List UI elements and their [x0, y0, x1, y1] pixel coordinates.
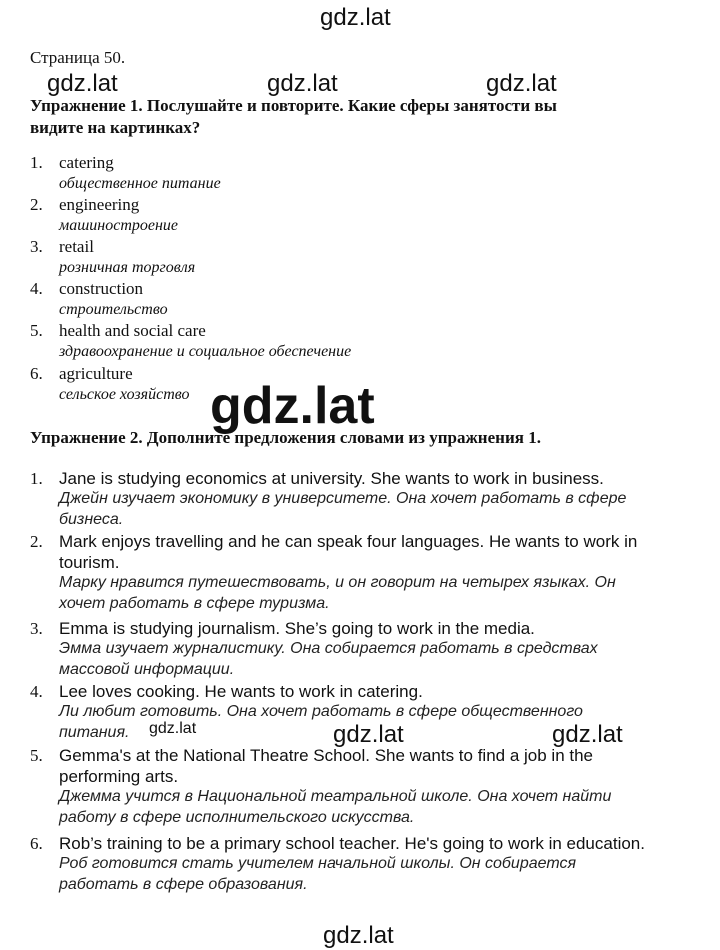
ex1-item-number: 4.	[30, 279, 43, 298]
ex1-item-number: 1.	[30, 153, 43, 172]
ex2-item-english-line: Lee loves cooking. He wants to work in catering.	[59, 682, 423, 701]
ex2-item-russian-line: массовой информации.	[59, 661, 235, 678]
ex1-item-russian: сельское хозяйство	[59, 386, 190, 403]
ex1-item-russian: здравоохранение и социальное обеспечение	[59, 343, 352, 360]
watermark-center: gdz.lat	[267, 70, 338, 97]
ex2-item-russian-line: бизнеса.	[59, 511, 124, 528]
ex2-item-russian-line: работать в сфере образования.	[59, 876, 308, 893]
watermark-mid-right: gdz.lat	[552, 721, 623, 748]
ex1-item-russian: строительство	[59, 301, 168, 318]
ex1-item-english: engineering	[59, 195, 140, 214]
ex1-item-russian: розничная торговля	[59, 259, 196, 276]
ex2-item-number: 5.	[30, 746, 43, 765]
exercise-1-title-line2: видите на картинках?	[30, 118, 201, 137]
watermark-bottom: gdz.lat	[323, 922, 394, 949]
ex2-item-russian-line: Джейн изучает экономику в университете. Она хочет работать в сфере	[59, 490, 627, 507]
exercise-2-title: Упражнение 2. Дополните предложения словами из упражнения 1.	[30, 428, 541, 447]
ex1-item-number: 2.	[30, 195, 43, 214]
ex2-item-russian-line: Роб готовится стать учителем начальной школы. Он собирается	[59, 855, 577, 872]
ex2-item-russian-line: Марку нравится путешествовать, и он говорит на четырех языках. Он	[59, 574, 616, 591]
watermark-right: gdz.lat	[486, 70, 557, 97]
ex2-item-english-line: Rob’s training to be a primary school teacher. He's going to work in education.	[59, 834, 645, 853]
ex2-item-english-line: Emma is studying journalism. She’s going to work in the media.	[59, 619, 535, 638]
ex1-item-english: retail	[59, 237, 94, 256]
ex2-item-number: 6.	[30, 834, 43, 853]
exercise-1-title-line1: Упражнение 1. Послушайте и повторите. Какие сферы занятости вы	[30, 96, 557, 115]
ex2-item-russian-line: Джемма учится в Национальной театральной школе. Она хочет найти	[59, 788, 612, 805]
ex2-item-number: 1.	[30, 469, 43, 488]
ex1-item-number: 3.	[30, 237, 43, 256]
ex2-item-english-line: tourism.	[59, 553, 120, 572]
watermark-small: gdz.lat	[149, 720, 197, 737]
ex2-item-number: 4.	[30, 682, 43, 701]
ex1-item-russian: машиностроение	[59, 217, 179, 234]
ex2-item-english-line: Mark enjoys travelling and he can speak four languages. He wants to work in	[59, 532, 638, 551]
ex2-item-russian-line: хочет работать в сфере туризма.	[59, 595, 330, 612]
ex2-item-number: 2.	[30, 532, 43, 551]
watermark-top: gdz.lat	[320, 4, 391, 31]
ex2-item-russian-line: Ли любит готовить. Она хочет работать в сфере общественного	[59, 703, 583, 720]
ex1-item-russian: общественное питание	[59, 175, 221, 192]
ex2-item-english-line: Gemma's at the National Theatre School. She wants to find a job in the	[59, 746, 594, 765]
watermark-left: gdz.lat	[47, 70, 118, 97]
ex2-item-english-line: Jane is studying economics at university. She wants to work in business.	[59, 469, 604, 488]
ex1-item-number: 6.	[30, 364, 43, 383]
ex2-item-number: 3.	[30, 619, 43, 638]
ex1-item-english: health and social care	[59, 321, 206, 340]
ex1-item-english: agriculture	[59, 364, 133, 383]
page-number: Страница 50.	[30, 48, 126, 67]
ex2-item-russian-line: питания.	[59, 724, 130, 741]
ex2-item-russian-line: работу в сфере исполнительского искусства.	[59, 809, 415, 826]
ex1-item-number: 5.	[30, 321, 43, 340]
ex1-item-english: construction	[59, 279, 144, 298]
ex2-item-russian-line: Эмма изучает журналистику. Она собирается работать в средствах	[59, 640, 598, 657]
watermark-mid: gdz.lat	[333, 721, 404, 748]
exercise-1-title	[30, 95, 557, 139]
ex1-item-english: catering	[59, 153, 114, 172]
watermark-large: gdz.lat	[210, 377, 375, 435]
ex2-item-english-line: performing arts.	[59, 767, 179, 786]
